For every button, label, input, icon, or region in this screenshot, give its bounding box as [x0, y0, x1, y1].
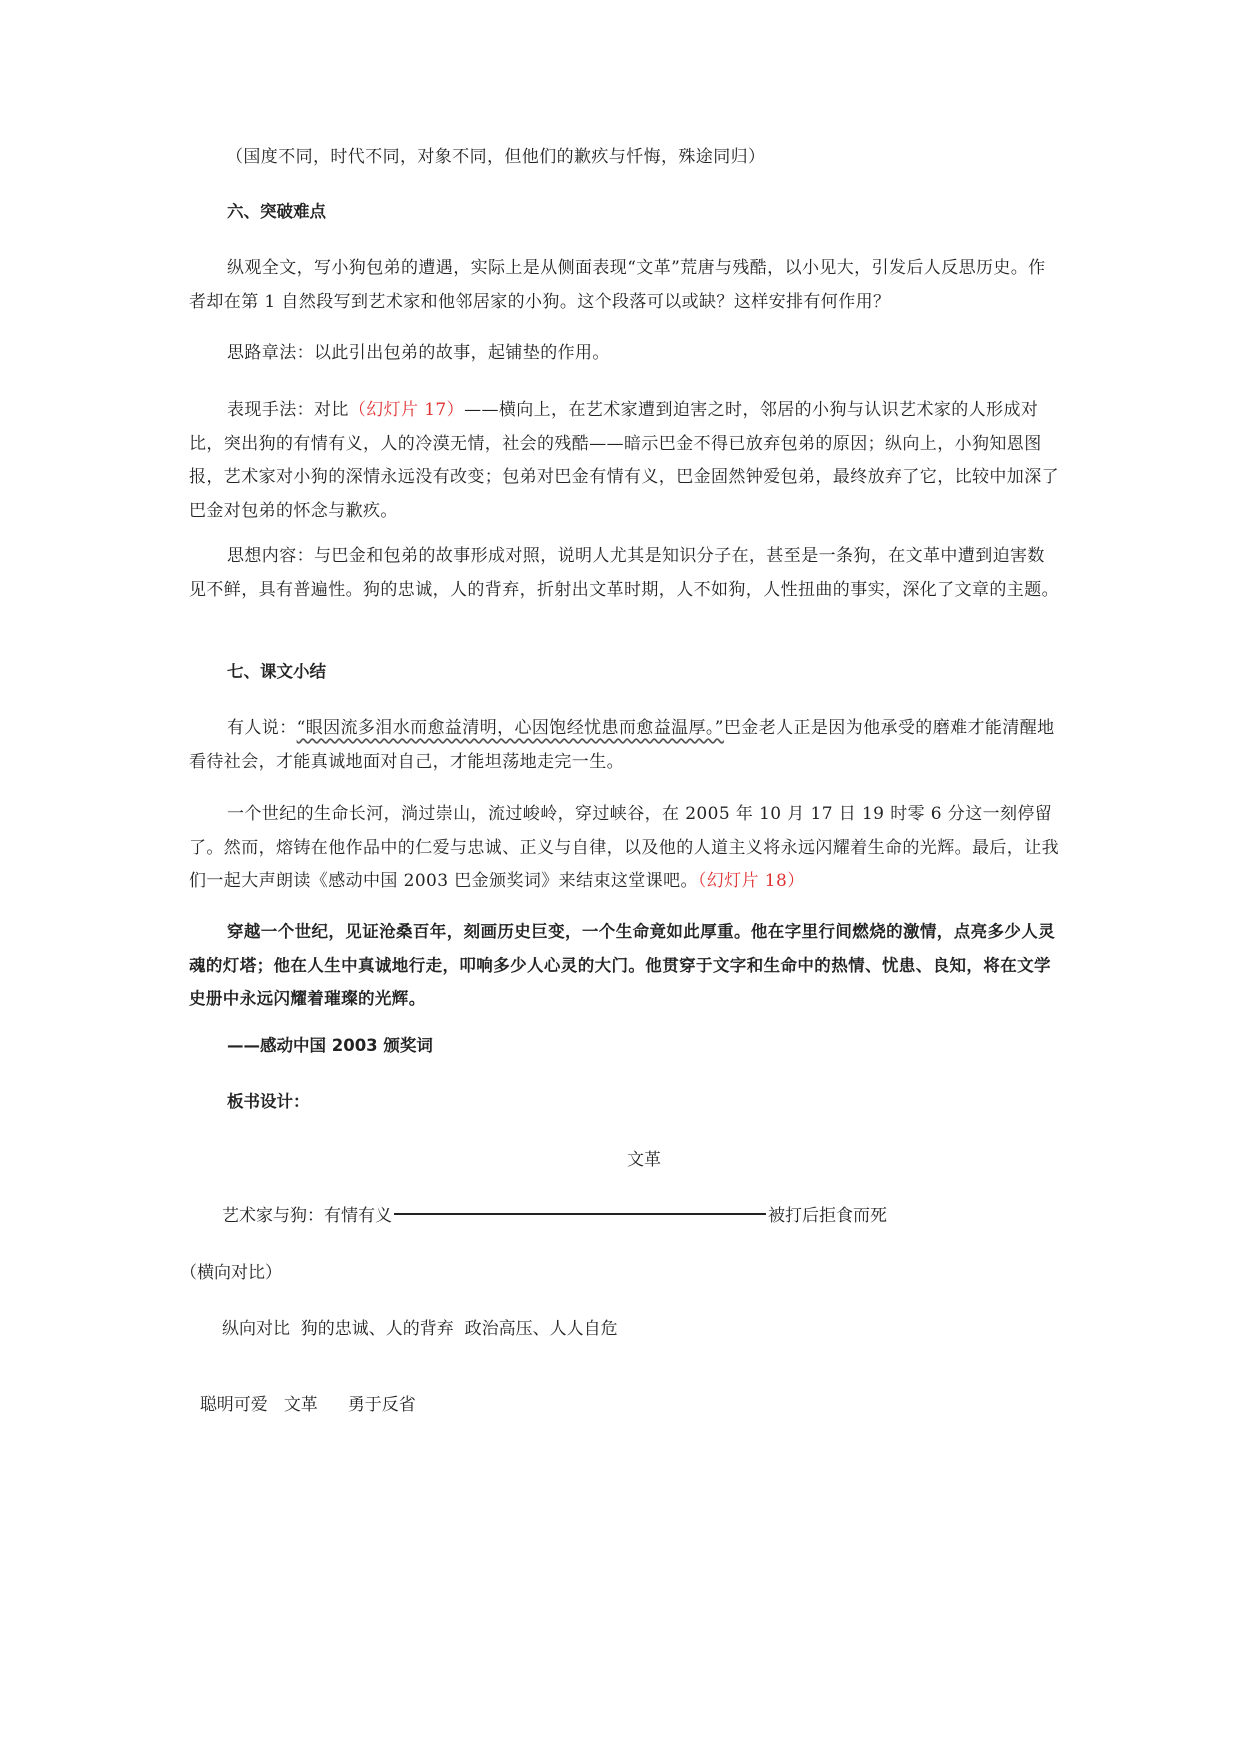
- section-heading-7: 七、课文小结: [227, 662, 326, 681]
- board-row-1-left: 艺术家与狗：有情有义: [222, 1206, 392, 1226]
- quote-underlined: “眼因流多泪水而愈益清明，心因饱经忧患而愈益温厚。”: [296, 718, 724, 738]
- paragraph-7a: [189, 712, 1059, 779]
- slide-reference-18: （幻灯片 18）: [697, 871, 805, 891]
- award-signature: ——感动中国 2003 颁奖词: [227, 1036, 433, 1055]
- paragraph-6b: 思路章法：以此引出包弟的故事，起铺垫的作用。: [227, 343, 610, 363]
- paragraph-7b-body: 一个世纪的生命长河，淌过崇山，流过峻岭，穿过峡谷，在 2005 年 10 月 17 日 19 时零 6 分这一刻停留了。然而，熔铸在他作品中的仁爱与忠诚、正义与自律，以及他的人道主义将永远闪耀着生命的光辉。最后，让我们一起大声朗读《感动中国 2003 巴金颁奖词》来结束这堂课吧。: [189, 804, 1059, 891]
- board-row-3: 纵向对比 狗的忠诚、人的背弃 政治高压、人人自危: [222, 1319, 618, 1339]
- paragraph-6d: 思想内容：与巴金和包弟的故事形成对照，说明人尤其是知识分子在，甚至是一条狗，在文革中遭到迫害数见不鲜，具有普遍性。狗的忠诚，人的背弃，折射出文革时期，人不如狗，人性扭曲的事实，深化了文章的主题。: [189, 546, 1059, 600]
- board-row-1-right: 被打后拒食而死: [768, 1206, 887, 1226]
- board-row-2: （横向对比）: [180, 1263, 282, 1283]
- paragraph-6a: 纵观全文，写小狗包弟的遭遇，实际上是从侧面表现“文革”荒唐与残酷，以小见大，引发后人反思历史。作者却在第 1 自然段写到艺术家和他邻居家的小狗。这个段落可以或缺？这样安排有何作用？: [189, 258, 1046, 312]
- intro-paragraph: （国度不同，时代不同，对象不同，但他们的歉疚与忏悔，殊途同归）: [226, 147, 766, 167]
- board-row-1: [222, 1201, 887, 1226]
- paragraph-6c: [189, 394, 1059, 528]
- award-speech: 穿越一个世纪，见证沧桑百年，刻画历史巨变，一个生命竟如此厚重。他在字里行间燃烧的激情，点亮多少人灵魂的灯塔；他在人生中真诚地行走，叩响多少人心灵的大门。他贯穿于文字和生命中的热情、忧患、良知，将在文学史册中永远闪耀着璀璨的光辉。: [189, 922, 1056, 1008]
- paragraph-7b: [189, 798, 1059, 899]
- board-design-title: 板书设计：: [227, 1092, 310, 1111]
- board-connector-line: [394, 1213, 766, 1215]
- board-row-4-c: 勇于反省: [347, 1395, 416, 1415]
- board-row-4: [189, 1370, 416, 1415]
- board-top-label: 文革: [627, 1150, 661, 1170]
- paragraph-7a-body: 巴金老人正是因为他承受的磨难才能清醒地看待社会，才能真诚地面对自己，才能坦荡地走完一生。: [189, 718, 1055, 772]
- paragraph-6c-body: ——横向上，在艺术家遭到迫害之时，邻居的小狗与认识艺术家的人形成对比，突出狗的有情有义，人的冷漠无情，社会的残酷——暗示巴金不得已放弃包弟的原因；纵向上，小狗知恩图报，艺术家对小狗的深情永远没有改变；包弟对巴金有情有义，巴金固然钟爱包弟，最终放弃了它，比较中加深了巴金对包弟的怀念与歉疚。: [189, 400, 1059, 521]
- slide-reference-17: （幻灯片 17）: [348, 400, 465, 420]
- section-heading-6: 六、突破难点: [227, 202, 326, 221]
- board-row-4-a: 聪明可爱: [199, 1395, 268, 1415]
- board-row-4-b: 文革: [283, 1395, 318, 1415]
- paragraph-7a-lead: 有人说：: [227, 718, 297, 738]
- paragraph-6c-lead: 表现手法：对比: [227, 400, 349, 420]
